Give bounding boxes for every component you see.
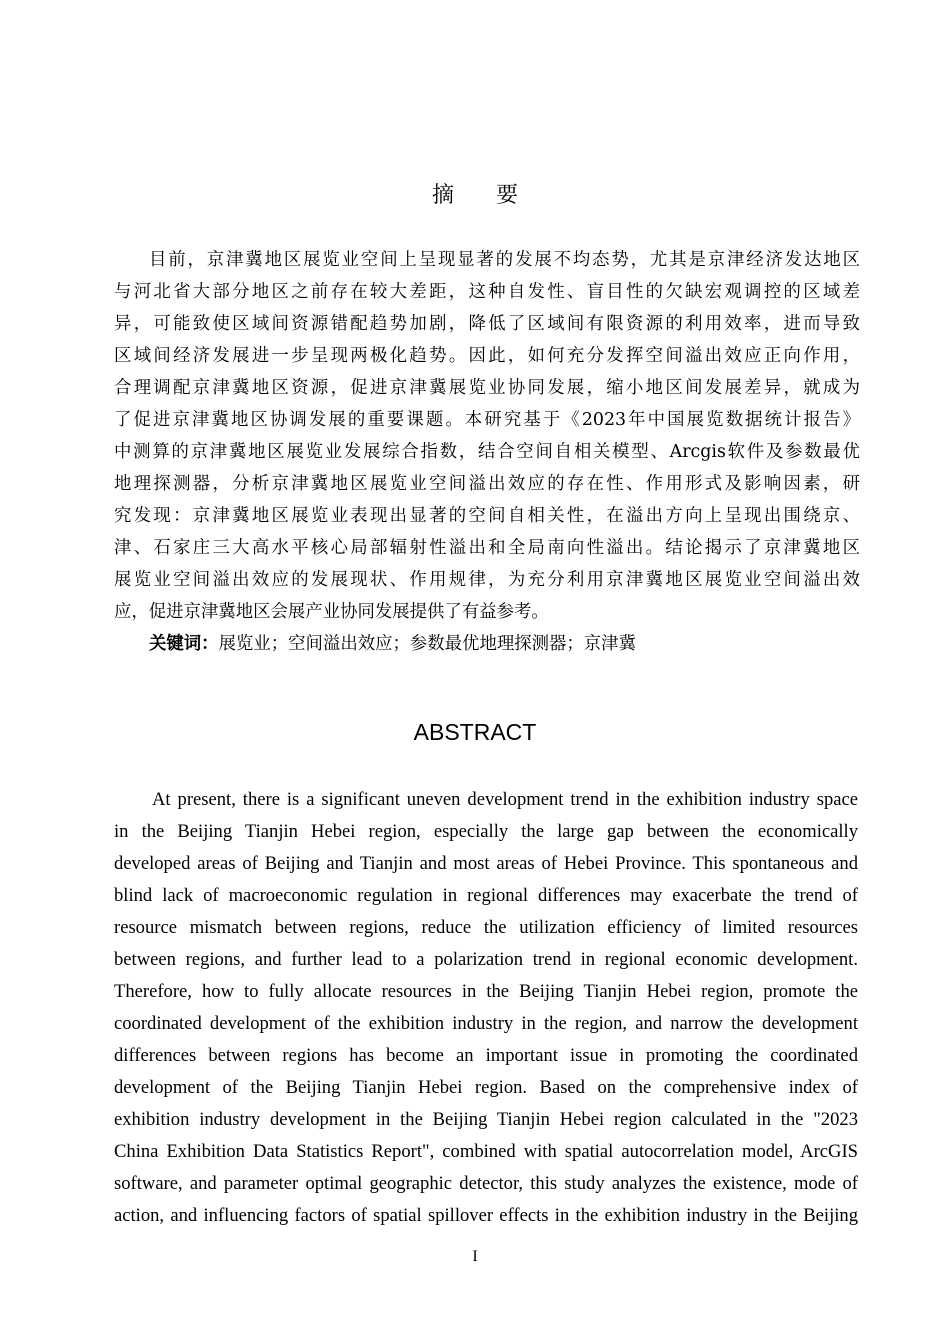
paragraph-line: in the Beijing Tianjin Hebei region, especially the large gap between the economically <box>114 821 858 842</box>
paragraph-line: China Exhibition Data Statistics Report", combined with spatial autocorrelation model, ArcGIS <box>114 1141 858 1162</box>
paragraph-line: blind lack of macroeconomic regulation in regional differences may exacerbate the trend of <box>114 885 858 906</box>
paragraph-line: 目前，京津冀地区展览业空间上呈现显著的发展不均态势，尤其是京津经济发达地区 <box>149 250 860 270</box>
paragraph-line: 了促进京津冀地区协调发展的重要课题。本研究基于《2023年中国展览数据统计报告》 <box>114 410 860 430</box>
paragraph-line: 津、石家庄三大高水平核心局部辐射性溢出和全局南向性溢出。结论揭示了京津冀地区 <box>114 538 860 558</box>
paragraph-line: 应，促进京津冀地区会展产业协同发展提供了有益参考。 <box>114 602 549 622</box>
keywords-line <box>114 628 860 660</box>
title-char: 要 <box>496 183 519 208</box>
paragraph-line: 展览业空间溢出效应的发展现状、作用规律，为充分利用京津冀地区展览业空间溢出效 <box>114 570 860 590</box>
keywords-label: 关键词： <box>149 634 219 654</box>
paragraph-line: resource mismatch between regions, reduce the utilization efficiency of limited resources <box>114 917 858 938</box>
paragraph-line: between regions, and further lead to a polarization trend in regional economic development. <box>114 949 858 970</box>
paragraph-line: 究发现：京津冀地区展览业表现出显著的空间自相关性，在溢出方向上呈现出围绕京、 <box>114 506 860 526</box>
title-char: 摘 <box>431 183 454 208</box>
paragraph-line: Therefore, how to fully allocate resources in the Beijing Tianjin Hebei region, promote the <box>114 981 858 1002</box>
paragraph-line: At present, there is a significant uneven development trend in the exhibition industry space <box>152 789 858 810</box>
chinese-abstract-title <box>0 178 950 209</box>
paragraph-line: coordinated development of the exhibition industry in the region, and narrow the development <box>114 1013 858 1034</box>
paragraph-line: 与河北省大部分地区之前存在较大差距，这种自发性、盲目性的欠缺宏观调控的区域差 <box>114 282 860 302</box>
page-number: I <box>472 1248 478 1265</box>
chinese-abstract-body <box>114 244 860 660</box>
paragraph-line: developed areas of Beijing and Tianjin and most areas of Hebei Province. This spontaneous and <box>114 853 858 874</box>
paragraph-line: differences between regions has become an important issue in promoting the coordinated <box>114 1045 858 1066</box>
keywords-list: 展览业；空间溢出效应；参数最优地理探测器；京津冀 <box>218 634 636 654</box>
paragraph-line: exhibition industry development in the Beijing Tianjin Hebei region calculated in the "2023 <box>114 1109 858 1130</box>
paragraph-line: development of the Beijing Tianjin Hebei region. Based on the comprehensive index of <box>114 1077 858 1098</box>
english-abstract-body <box>114 784 858 1232</box>
paragraph-line: software, and parameter optimal geographic detector, this study analyzes the existence, mode of <box>114 1173 858 1194</box>
paragraph-line: action, and influencing factors of spatial spillover effects in the exhibition industry in the Beijing <box>114 1205 858 1226</box>
paragraph-line: 区域间经济发展进一步呈现两极化趋势。因此，如何充分发挥空间溢出效应正向作用， <box>114 346 860 366</box>
paragraph-line: 中测算的京津冀地区展览业发展综合指数，结合空间自相关模型、Arcgis软件及参数最优 <box>114 442 860 462</box>
paragraph-line: 地理探测器，分析京津冀地区展览业空间溢出效应的存在性、作用形式及影响因素，研 <box>114 474 860 494</box>
english-abstract-title: ABSTRACT <box>413 719 537 745</box>
paragraph-line: 合理调配京津冀地区资源，促进京津冀展览业协同发展，缩小地区间发展差异，就成为 <box>114 378 860 398</box>
paragraph-line: 异，可能致使区域间资源错配趋势加剧，降低了区域间有限资源的利用效率，进而导致 <box>114 314 860 334</box>
